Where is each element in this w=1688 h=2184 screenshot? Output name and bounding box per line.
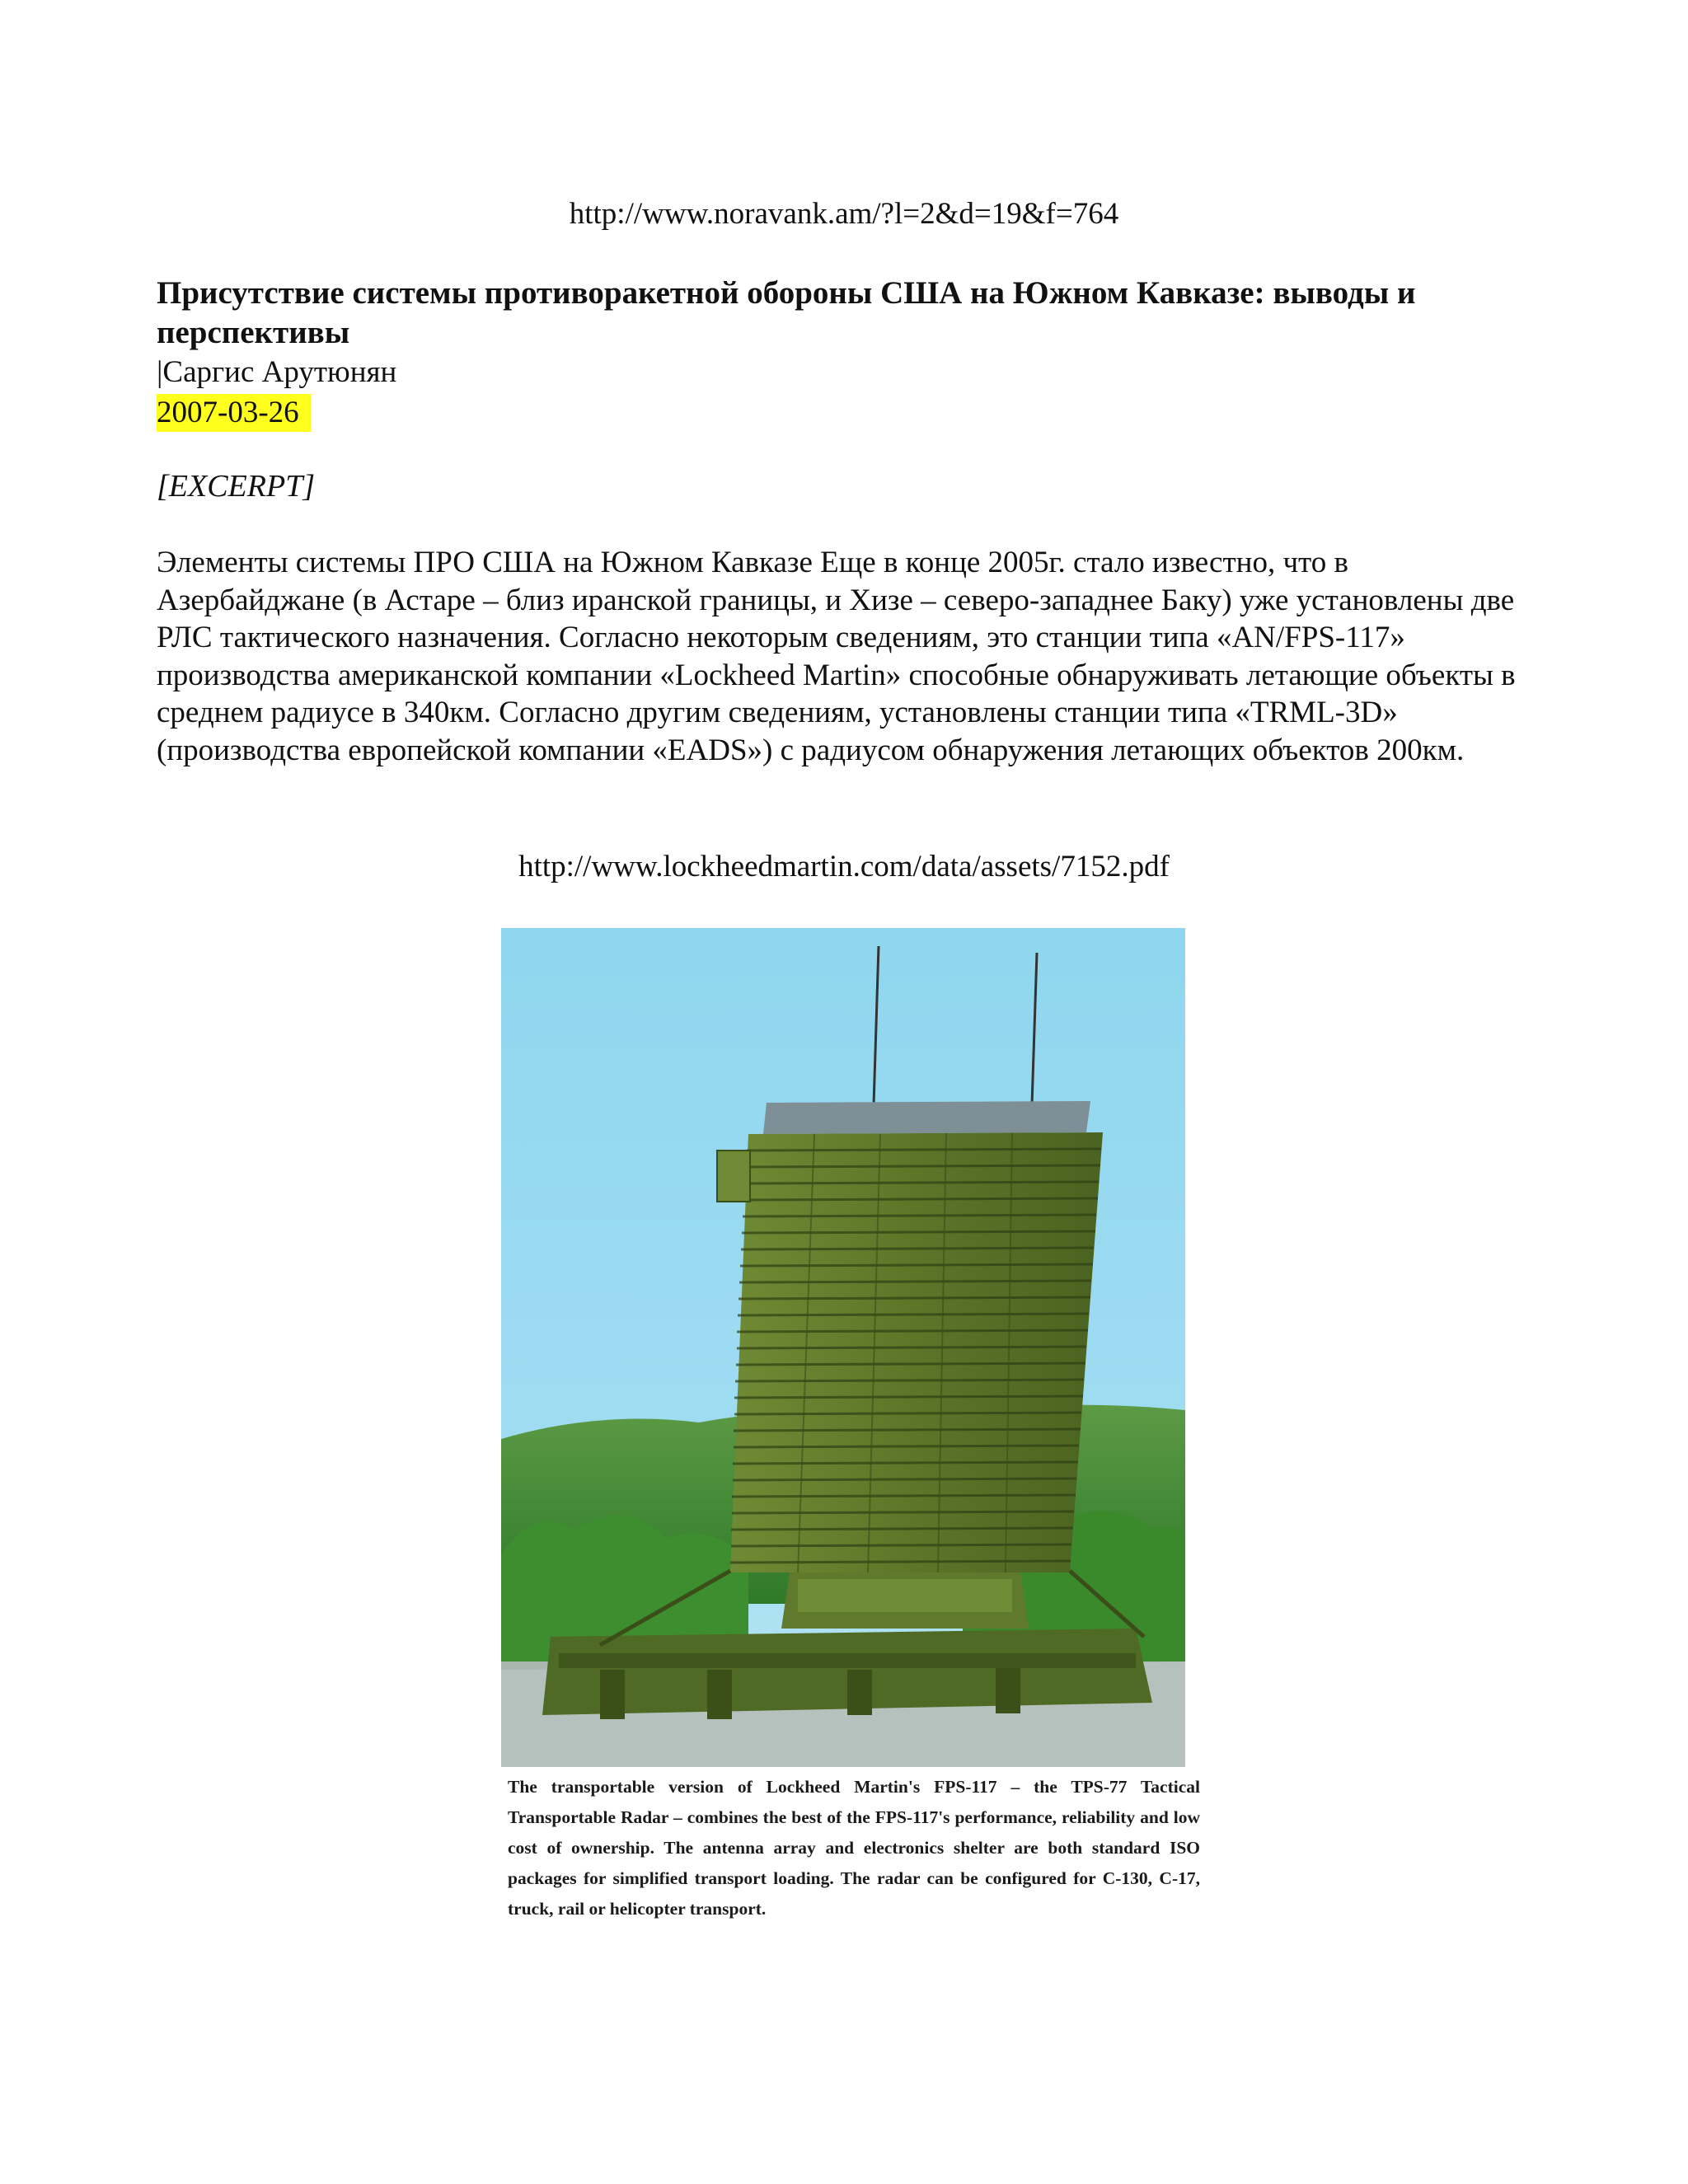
article-body: Элементы системы ПРО США на Южном Кавказе Еще в конце 2005г. стало известно, что в Азербайджане (в Астаре – близ иранской границы, и Хизе – северо-западнее Баку) уже установлены две РЛС тактического назначения. Согласно некоторым сведениям, это станции типа «AN/FPS-117» производства американской компании «Lockheed Martin» способные обнаруживать летающие объекты в среднем радиусе в 340км. Согласно другим сведениям, установлены станции типа «TRML-3D» (производства европейской компании «EADS») с радиусом обнаружения летающих объектов 200км.	[157, 546, 1516, 767]
figure-caption: The transportable version of Lockheed Martin's FPS-117 – the TPS-77 Tactical Transportable Radar – combines the best of the FPS-117's performance, reliability and low cost of ownership. The antenna array and electronics shelter are both standard ISO packages for simplified transport loading. The radar can be configured for C-130, C-17, truck, rail or helicopter transport.	[508, 1777, 1200, 1919]
radar-top-panel	[763, 1101, 1090, 1134]
author-name: |Саргис Арутюнян	[157, 355, 397, 389]
excerpt-label: [EXCERPT]	[157, 469, 316, 504]
source-url: http://www.noravank.am/?l=2&d=19&f=764	[569, 197, 1119, 231]
figure-source-url: http://www.lockheedmartin.com/data/assets/7152.pdf	[518, 850, 1170, 883]
article-title: Присутствие системы противоракетной обороны США на Южном Кавказе: выводы и перспективы	[157, 275, 1416, 350]
radar-photo	[501, 928, 1185, 1767]
article-date: 2007-03-26	[157, 394, 311, 432]
side-box	[717, 1151, 750, 1202]
